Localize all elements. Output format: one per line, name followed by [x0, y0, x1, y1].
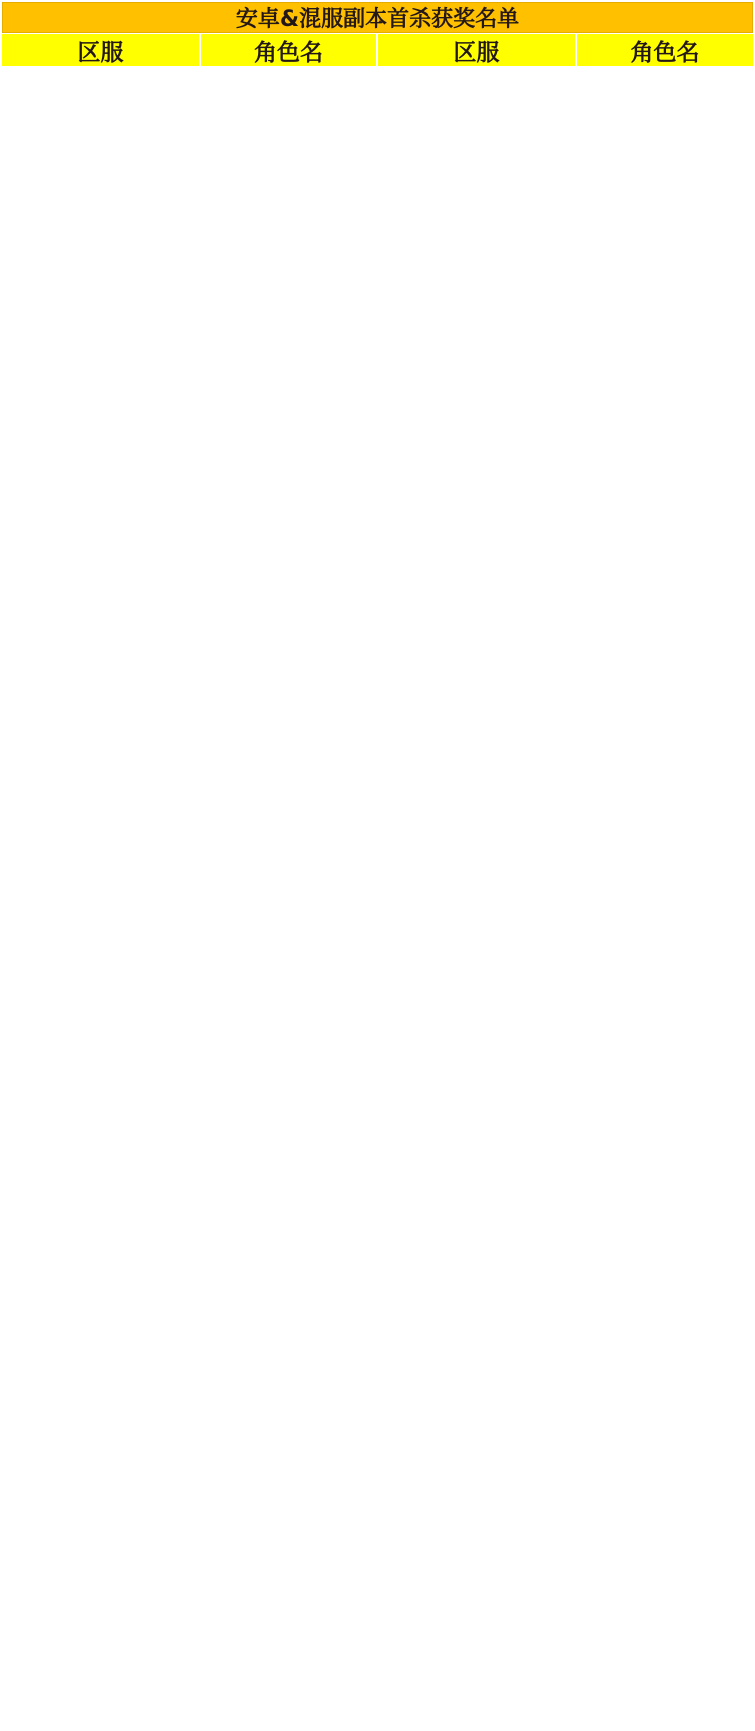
- column-header-character-name-2: 角色名: [577, 34, 753, 66]
- column-header-server-1: 区服: [2, 34, 201, 66]
- award-list-sheet: [2, 2, 753, 1726]
- table-body: [2, 66, 753, 1726]
- column-header-character-name-1: 角色名: [201, 34, 378, 66]
- sheet-title: 安卓&混服副本首杀获奖名单: [2, 2, 753, 33]
- column-header-server-2: 区服: [378, 34, 577, 66]
- table-header-row: [2, 34, 753, 66]
